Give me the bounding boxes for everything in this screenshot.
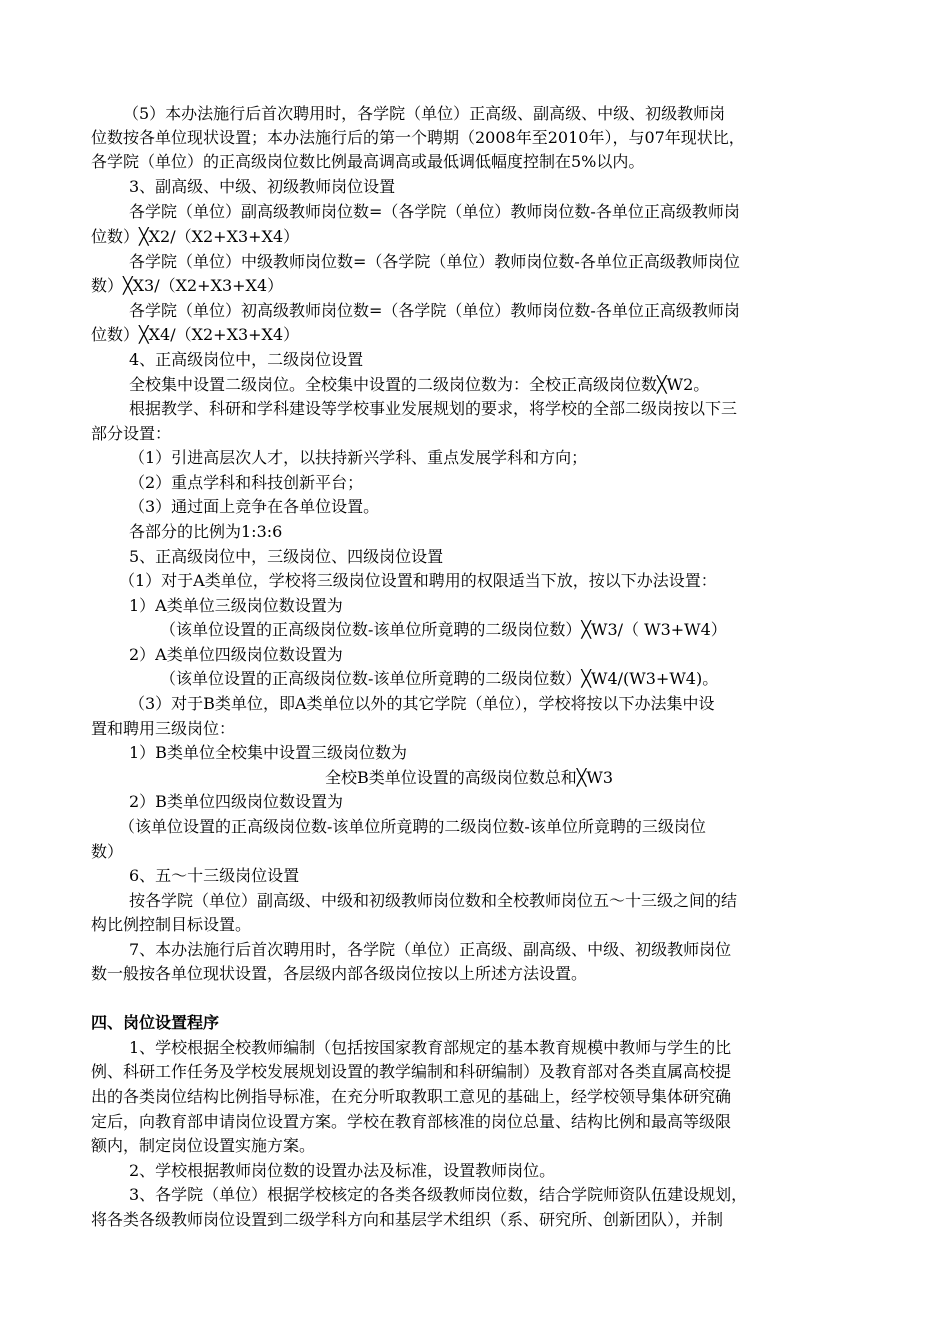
text-line: 数一般按各单位现状设置，各层级内部各级岗位按以上所述方法设置。 (91, 964, 588, 983)
text-line: 4、正高级岗位中，二级岗位设置 (129, 350, 364, 369)
text-line: 各部分的比例为1:3:6 (129, 522, 283, 541)
text-line: 位数按各单位现状设置；本办法施行后的第一个聘期（2008年至2010年），与07年现状比， (91, 128, 745, 147)
text-line: 1）B类单位全校集中设置三级岗位数为 (129, 743, 407, 762)
text-line: 各学院（单位）副高级教师岗位数=（各学院（单位）教师岗位数-各单位正高级教师岗 (129, 202, 740, 221)
text-line: 数）╳X3/（X2+X3+X4） (91, 276, 284, 295)
text-line: （1）引进高层次人才，以扶持新兴学科、重点发展学科和方向； (129, 448, 588, 467)
text-line: 各学院（单位）的正高级岗位数比例最高调高或最低调低幅度控制在5%以内。 (91, 152, 645, 171)
text-line: 按各学院（单位）副高级、中级和初级教师岗位数和全校教师岗位五～十三级之间的结 (129, 891, 738, 910)
section-heading: 四、岗位设置程序 (91, 1013, 220, 1032)
text-line: 构比例控制目标设置。 (91, 915, 252, 934)
text-line: （该单位设置的正高级岗位数-该单位所竟聘的二级岗位数-该单位所竟聘的三级岗位 (119, 817, 706, 836)
text-line: 将各类各级教师岗位设置到二级学科方向和基层学术组织（系、研究所、创新团队），并制 (91, 1210, 724, 1229)
text-line: （5）本办法施行后首次聘用时，各学院（单位）正高级、副高级、中级、初级教师岗 (123, 104, 726, 123)
text-line: 额内，制定岗位设置实施方案。 (91, 1136, 316, 1155)
text-line: （3）通过面上竞争在各单位设置。 (129, 497, 380, 516)
text-line: 2、学校根据教师岗位数的设置办法及标准，设置教师岗位。 (129, 1161, 556, 1180)
text-line: 出的各类岗位结构比例指导标准，在充分听取教职工意见的基础上，经学校领导集体研究确 (91, 1087, 732, 1106)
text-line: 置和聘用三级岗位： (91, 719, 236, 738)
text-line: 根据教学、科研和学科建设等学校事业发展规划的要求，将学校的全部二级岗按以下三 (129, 399, 738, 418)
text-line: 数） (91, 842, 124, 861)
text-line: 2）A类单位四级岗位数设置为 (129, 645, 343, 664)
text-line: 3、副高级、中级、初级教师岗位设置 (129, 177, 396, 196)
text-line: 各学院（单位）中级教师岗位数=（各学院（单位）教师岗位数-各单位正高级教师岗位 (129, 252, 740, 271)
text-line: 部分设置： (91, 424, 172, 443)
text-line: （2）重点学科和科技创新平台； (129, 473, 364, 492)
text-line: 位数）╳X2/（X2+X3+X4） (91, 227, 300, 246)
text-line: （3）对于B类单位，即A类单位以外的其它学院（单位），学校将按以下办法集中设 (129, 694, 715, 713)
text-line: 2）B类单位四级岗位数设置为 (129, 792, 343, 811)
text-line: 各学院（单位）初高级教师岗位数=（各学院（单位）教师岗位数-各单位正高级教师岗 (129, 301, 740, 320)
text-line: 5、正高级岗位中，三级岗位、四级岗位设置 (129, 547, 444, 566)
text-line: （该单位设置的正高级岗位数-该单位所竟聘的二级岗位数）╳W3/（ W3+W4） (160, 620, 727, 639)
text-line: 定后，向教育部申请岗位设置方案。学校在教育部核准的岗位总量、结构比例和最高等级限 (91, 1112, 732, 1131)
text-line: 1）A类单位三级岗位数设置为 (129, 596, 343, 615)
text-line: 7、本办法施行后首次聘用时，各学院（单位）正高级、副高级、中级、初级教师岗位 (129, 940, 732, 959)
text-line: （1）对于A类单位，学校将三级岗位设置和聘用的权限适当下放，按以下办法设置： (119, 571, 717, 590)
text-line: 1、学校根据全校教师编制（包括按国家教育部规定的基本教育规模中教师与学生的比 (129, 1038, 732, 1057)
text-line: （该单位设置的正高级岗位数-该单位所竟聘的二级岗位数）╳W4/(W3+W4)。 (160, 669, 719, 688)
text-line: 例、科研工作任务及学校发展规划设置的教学编制和科研编制）及教育部对各类直属高校提 (91, 1062, 732, 1081)
text-line: 位数）╳X4/（X2+X3+X4） (91, 325, 300, 344)
text-line: 全校B类单位设置的高级岗位数总和╳W3 (325, 768, 614, 787)
text-line: 全校集中设置二级岗位。全校集中设置的二级岗位数为：全校正高级岗位数╳W2。 (129, 375, 710, 394)
text-line: 3、各学院（单位）根据学校核定的各类各级教师岗位数，结合学院师资队伍建设规划， (129, 1185, 748, 1204)
text-line: 6、五～十三级岗位设置 (129, 866, 300, 885)
